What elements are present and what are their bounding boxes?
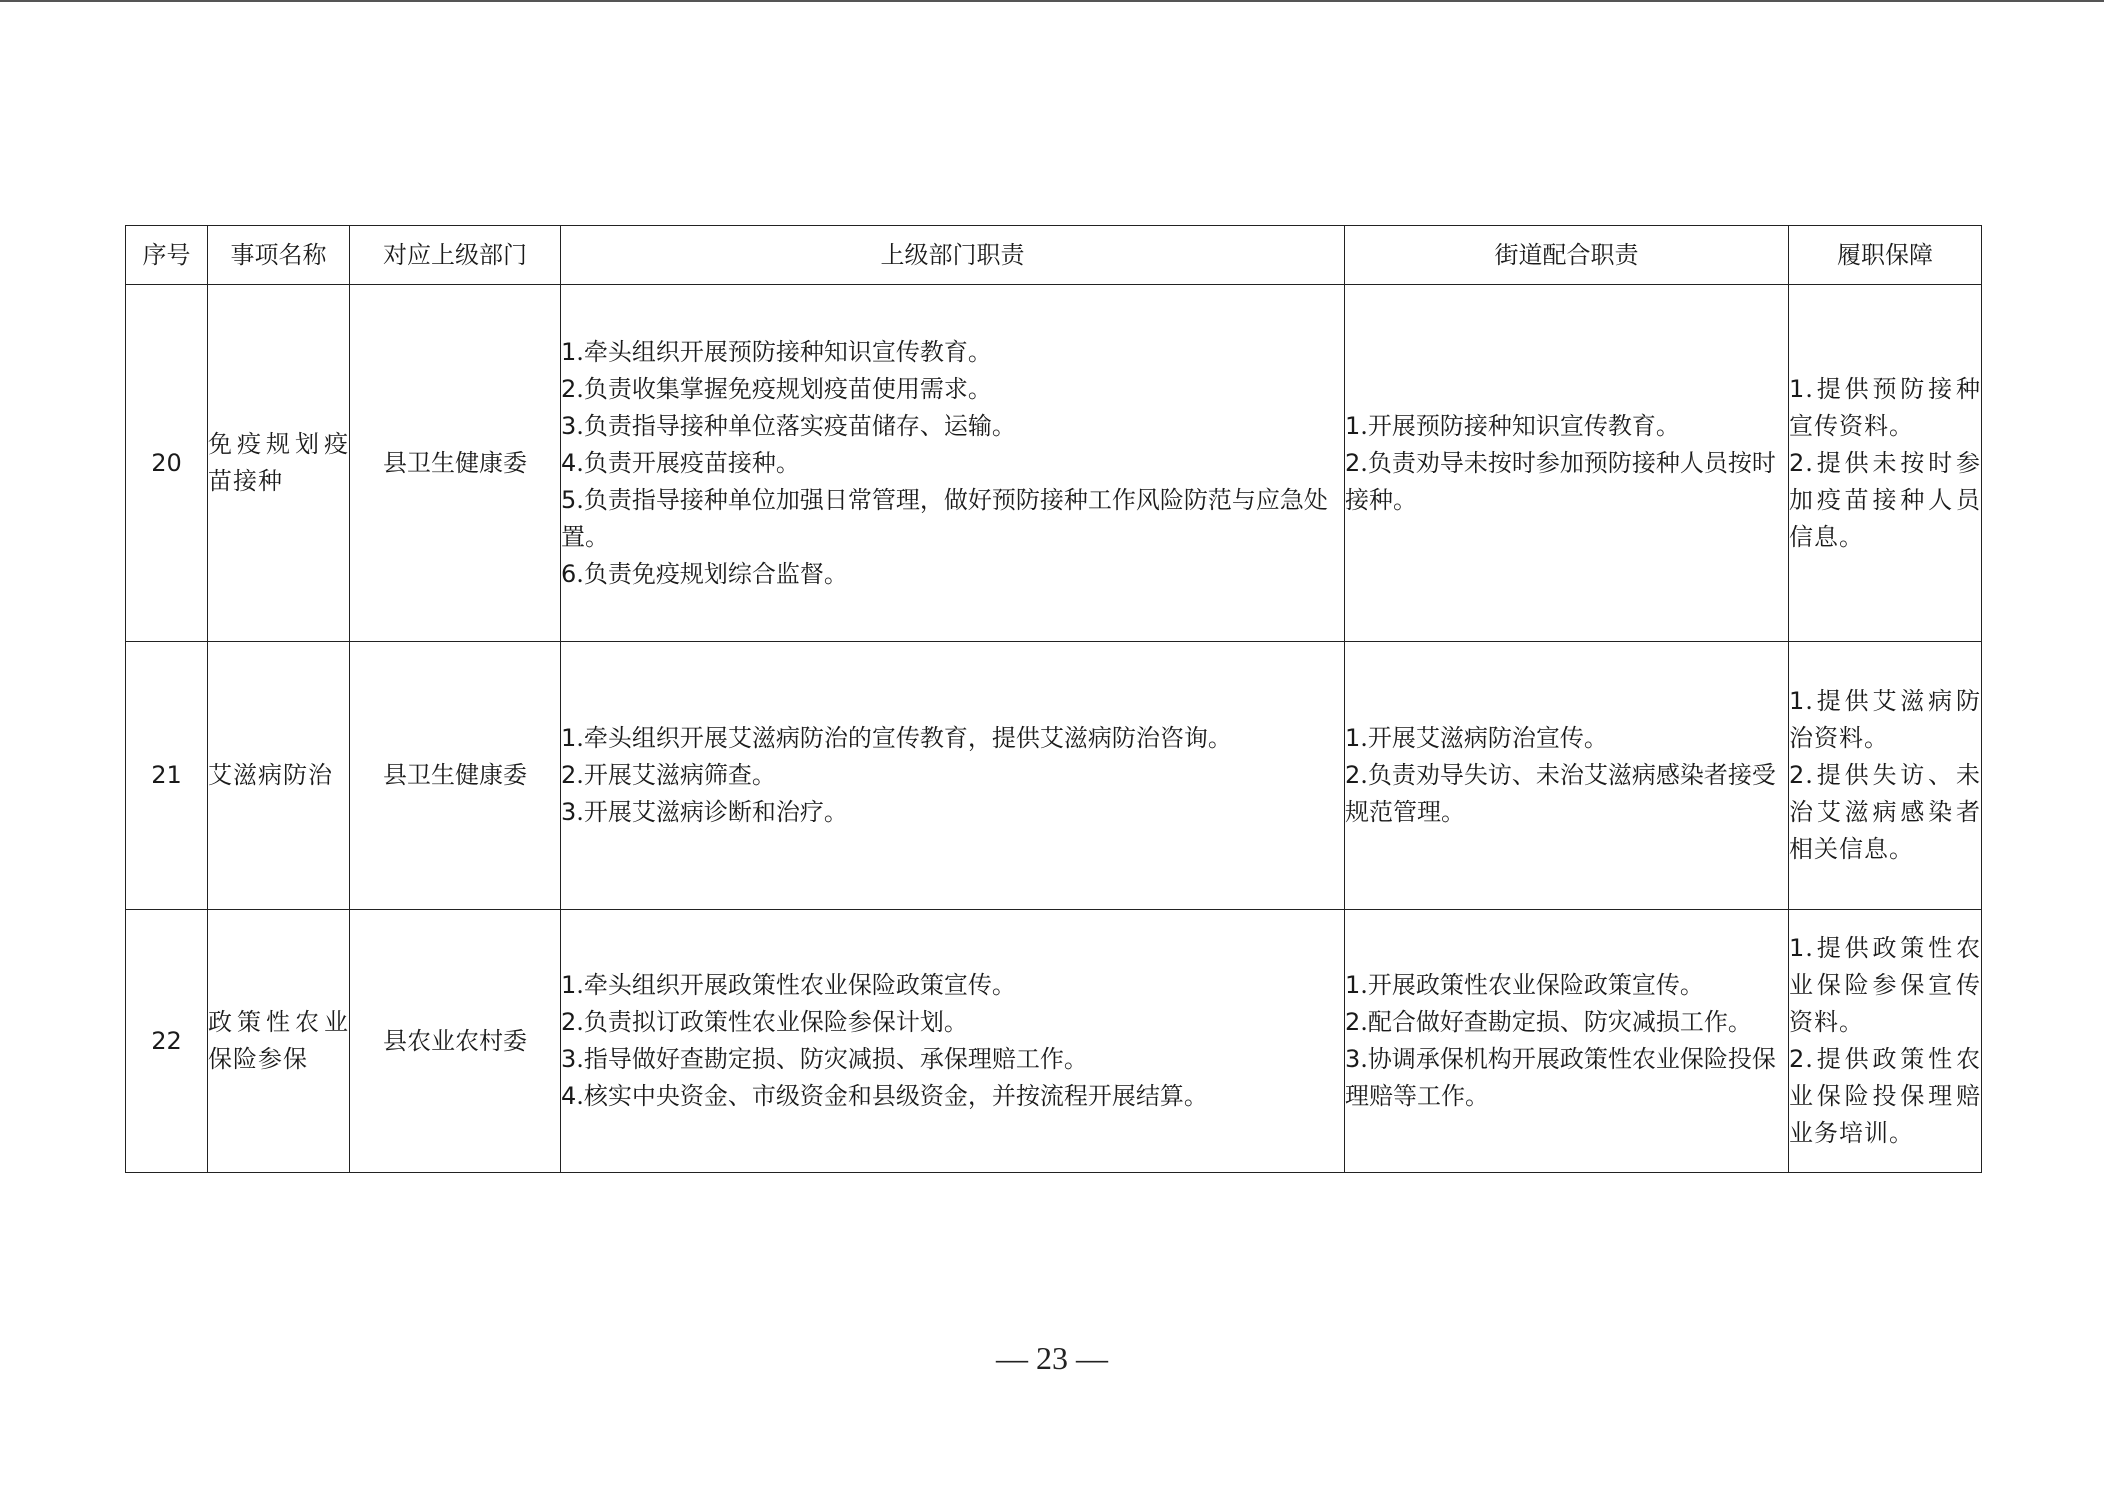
page-number: — 23 — <box>996 1340 1108 1376</box>
header-seq: 序号 <box>126 226 208 285</box>
row-street-cooperation <box>1345 642 1789 910</box>
row-item-name: 免疫规划疫苗接种 <box>208 285 350 642</box>
duty-line: 4.核实中央资金、市级资金和县级资金，并按流程开展结算。 <box>561 1082 1208 1110</box>
row-item-name: 艾滋病防治 <box>208 642 350 910</box>
duty-line: 4.负责开展疫苗接种。 <box>561 448 800 477</box>
row-superior-dept: 县农业农村委 <box>350 910 561 1173</box>
duty-line: 2.负责收集掌握免疫规划疫苗使用需求。 <box>561 374 992 403</box>
header-guarantee: 履职保障 <box>1789 226 1982 285</box>
top-border-rule <box>0 0 2104 2</box>
row-superior-duties <box>561 642 1345 910</box>
coop-line: 1.开展预防接种知识宣传教育。 <box>1345 411 1680 440</box>
header-item-name: 事项名称 <box>208 226 350 285</box>
header-superior-duties: 上级部门职责 <box>561 226 1345 285</box>
duty-line: 2.开展艾滋病筛查。 <box>561 761 776 789</box>
guarantee-line: 2.提供政策性农业保险投保理赔业务培训。 <box>1789 1045 1981 1147</box>
row-guarantee <box>1789 642 1982 910</box>
row-superior-duties <box>561 910 1345 1173</box>
guarantee-line: 1.提供政策性农业保险参保宣传资料。 <box>1789 934 1981 1036</box>
row-superior-duties <box>561 285 1345 642</box>
duty-line: 5.负责指导接种单位加强日常管理，做好预防接种工作风险防范与应急处置。 <box>561 485 1328 551</box>
row-item-name: 政策性农业保险参保 <box>208 910 350 1173</box>
row-seq: 21 <box>126 642 208 910</box>
row-superior-dept: 县卫生健康委 <box>350 285 561 642</box>
row-seq: 22 <box>126 910 208 1173</box>
coop-line: 2.负责劝导未按时参加预防接种人员按时接种。 <box>1345 448 1776 514</box>
coop-line: 1.开展政策性农业保险政策宣传。 <box>1345 971 1704 999</box>
guarantee-line: 2.提供失访、未治艾滋病感染者相关信息。 <box>1789 761 1981 863</box>
guarantee-line: 1.提供预防接种宣传资料。 <box>1789 374 1981 440</box>
duty-line: 1.牵头组织开展预防接种知识宣传教育。 <box>561 337 992 366</box>
header-superior-dept: 对应上级部门 <box>350 226 561 285</box>
guarantee-line: 1.提供艾滋病防治资料。 <box>1789 687 1981 752</box>
coop-line: 1.开展艾滋病防治宣传。 <box>1345 724 1608 752</box>
duty-line: 1.牵头组织开展政策性农业保险政策宣传。 <box>561 971 1016 999</box>
table-row <box>126 642 1982 910</box>
coop-line: 3.协调承保机构开展政策性农业保险投保理赔等工作。 <box>1345 1045 1776 1110</box>
table-row <box>126 910 1982 1173</box>
row-street-cooperation <box>1345 910 1789 1173</box>
row-street-cooperation <box>1345 285 1789 642</box>
duty-line: 2.负责拟订政策性农业保险参保计划。 <box>561 1008 968 1036</box>
duty-line: 3.指导做好查勘定损、防灾减损、承保理赔工作。 <box>561 1045 1088 1073</box>
duty-line: 6.负责免疫规划综合监督。 <box>561 559 848 588</box>
duty-line: 3.开展艾滋病诊断和治疗。 <box>561 798 848 826</box>
table-header-row <box>126 226 1982 285</box>
duty-line: 3.负责指导接种单位落实疫苗储存、运输。 <box>561 411 1016 440</box>
row-superior-dept: 县卫生健康委 <box>350 642 561 910</box>
row-guarantee <box>1789 285 1982 642</box>
duty-line: 1.牵头组织开展艾滋病防治的宣传教育，提供艾滋病防治咨询。 <box>561 724 1232 752</box>
coop-line: 2.配合做好查勘定损、防灾减损工作。 <box>1345 1008 1752 1036</box>
coop-line: 2.负责劝导失访、未治艾滋病感染者接受规范管理。 <box>1345 761 1776 826</box>
duties-table <box>125 225 1982 1173</box>
row-guarantee <box>1789 910 1982 1173</box>
header-street-cooperation: 街道配合职责 <box>1345 226 1789 285</box>
guarantee-line: 2.提供未按时参加疫苗接种人员信息。 <box>1789 448 1981 551</box>
row-seq: 20 <box>126 285 208 642</box>
table-row <box>126 285 1982 642</box>
